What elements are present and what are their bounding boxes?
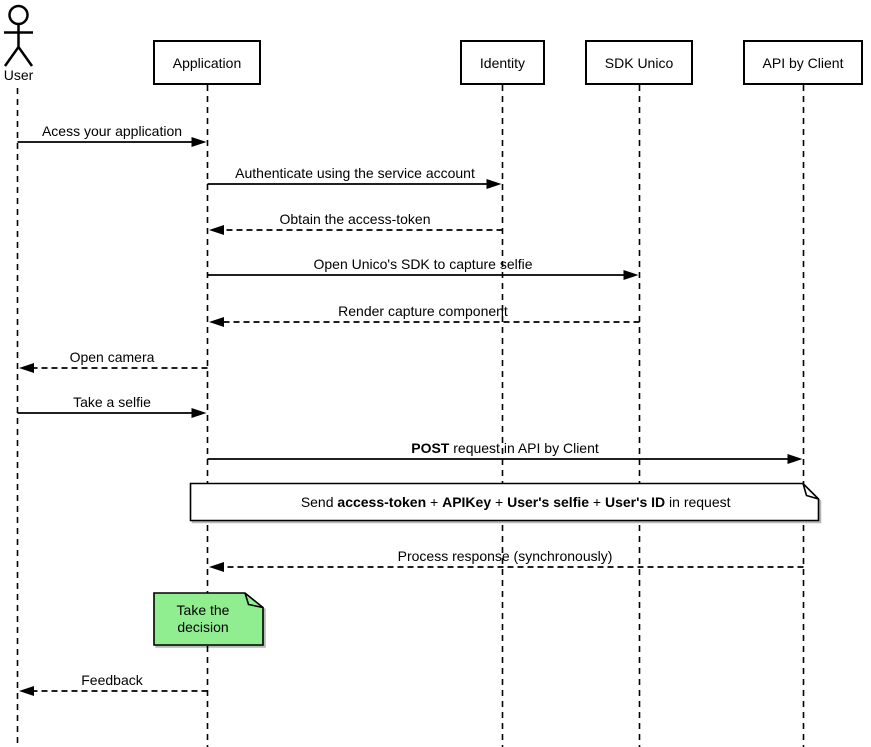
post-request-rest: request in API by Client	[449, 440, 599, 456]
participant-api-by-client-label: API by Client	[762, 54, 844, 71]
participant-identity-label: Identity	[479, 54, 526, 71]
note-request	[190, 484, 818, 520]
post-keyword: POST	[411, 440, 450, 456]
note-request-seg: +	[426, 494, 443, 510]
participant-api-by-client	[743, 40, 863, 85]
message-label-authenticate-service-account: Authenticate using the service account	[235, 165, 475, 181]
message-label-feedback: Feedback	[81, 672, 143, 688]
participant-application	[153, 40, 261, 85]
message-label-take-a-selfie: Take a selfie	[73, 394, 151, 410]
participant-application-label: Application	[172, 54, 242, 71]
note-request-seg: +	[491, 494, 508, 510]
note-request-apikey: APIKey	[442, 494, 492, 510]
participant-sdk-unico-label: SDK Unico	[604, 54, 674, 71]
participant-sdk-unico	[585, 40, 693, 85]
note-request-seg: +	[589, 494, 605, 510]
message-label-post-request	[411, 440, 599, 456]
note-request-users-id: User's ID	[605, 494, 666, 510]
user-actor-icon	[4, 6, 33, 66]
message-label-obtain-access-token: Obtain the access-token	[279, 211, 431, 227]
note-request-access-token: access-token	[337, 494, 427, 510]
note-decision	[156, 594, 250, 644]
message-label-process-response: Process response (synchronously)	[397, 548, 613, 564]
message-label-render-capture-component: Render capture component	[338, 303, 508, 319]
note-request-users-selfie: User's selfie	[507, 494, 590, 510]
note-decision-label: Take the decision	[176, 602, 230, 635]
participant-identity	[460, 40, 545, 85]
note-request-seg: Send	[300, 494, 338, 510]
message-label-open-unico-sdk: Open Unico's SDK to capture selfie	[313, 256, 533, 272]
message-label-open-camera: Open camera	[69, 349, 155, 365]
note-request-seg: in request	[665, 494, 731, 510]
actor-user-label: User	[3, 67, 34, 83]
message-label-acess-your-application: Acess your application	[41, 123, 183, 139]
